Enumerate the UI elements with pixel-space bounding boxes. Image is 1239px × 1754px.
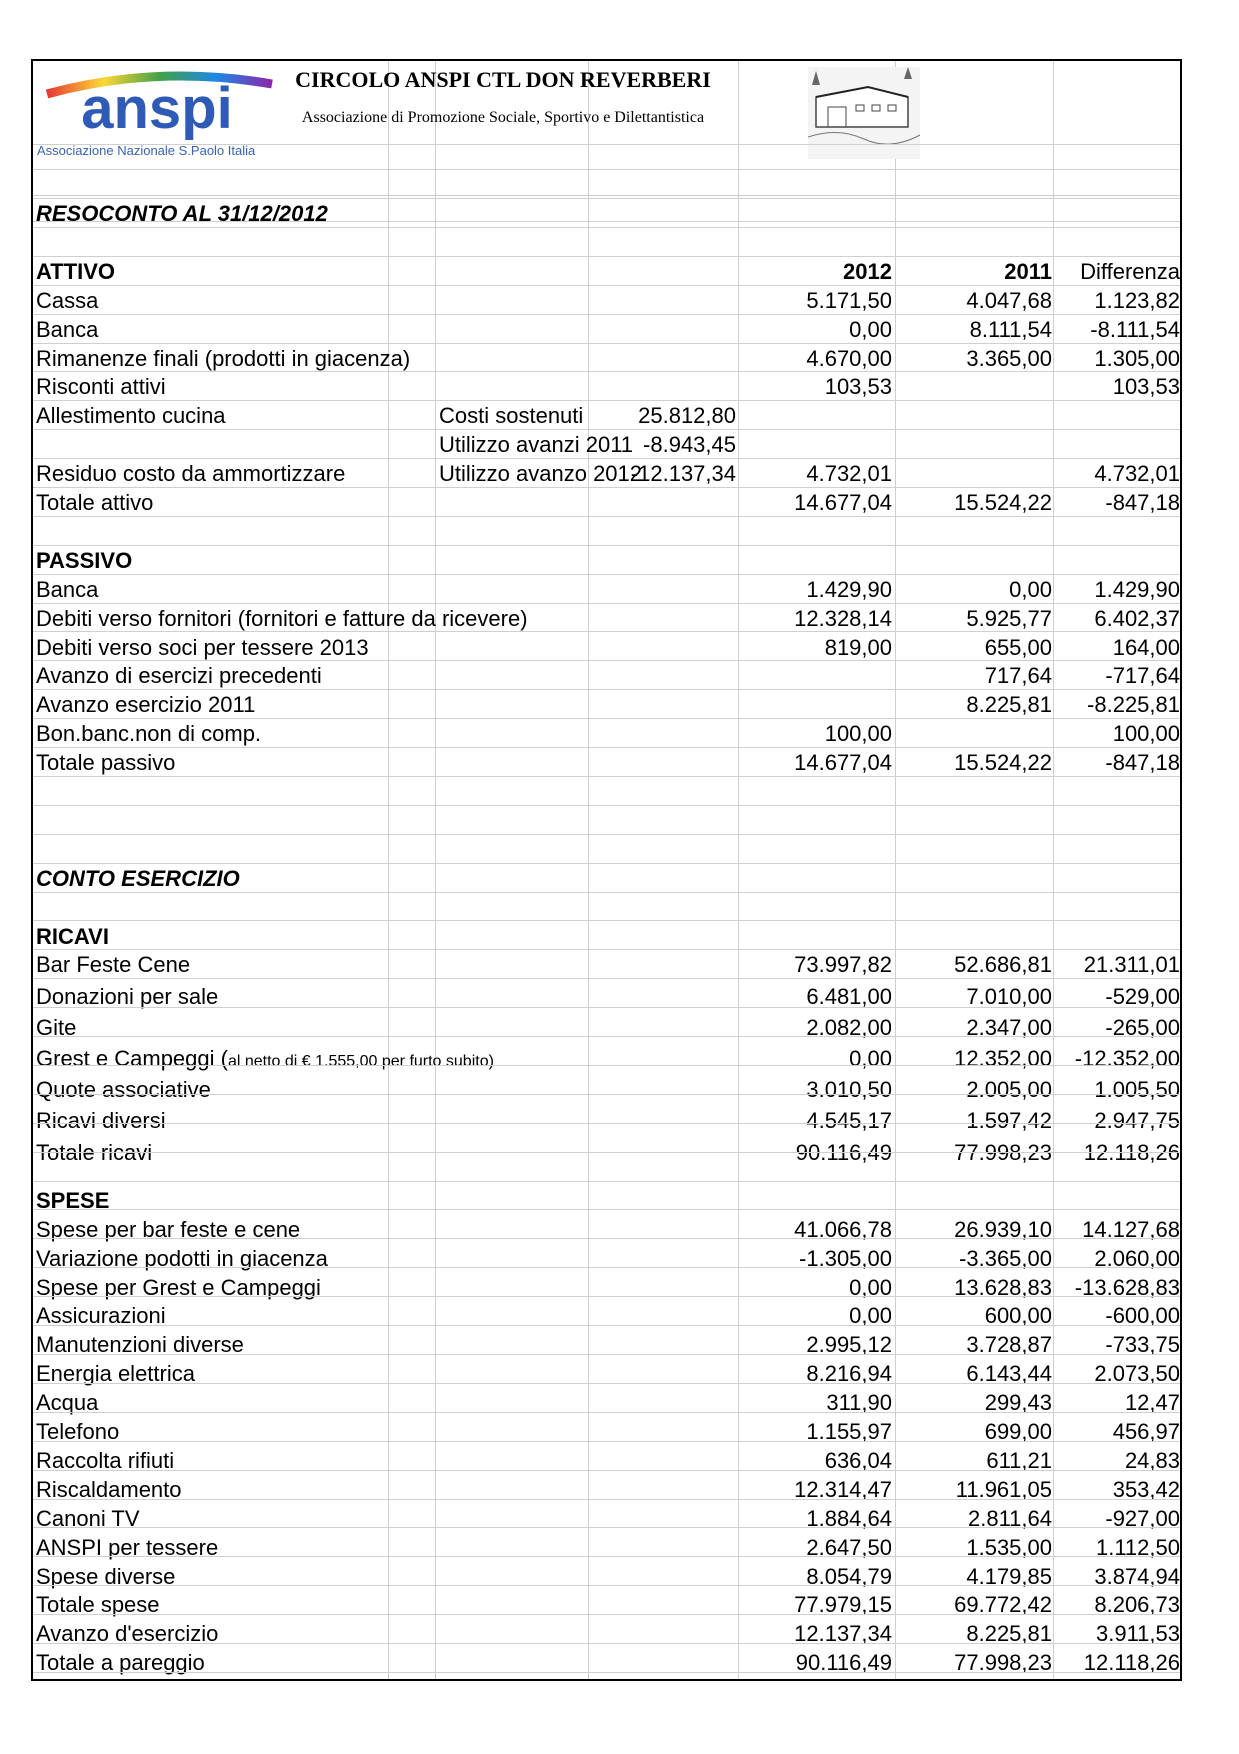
value-difference: 1.429,90 [1094, 576, 1180, 602]
row-value: -8.943,45 [643, 432, 736, 458]
value-difference: -717,64 [1105, 663, 1180, 689]
table-row [33, 458, 1180, 487]
section-heading: RICAVI [36, 923, 109, 949]
grid-line [33, 1238, 1180, 1239]
row-label: Variazione podotti in giacenza [36, 1245, 328, 1271]
grid-line [33, 371, 1180, 372]
value-2011: 6.143,44 [966, 1361, 1052, 1387]
grid-line [33, 689, 1180, 690]
value-difference: 4.732,01 [1094, 461, 1180, 487]
value-2012: 2.995,12 [806, 1332, 892, 1358]
value-difference: 1.112,50 [1095, 1534, 1180, 1560]
grid-line [33, 256, 1180, 257]
row-label: Riscaldamento [36, 1476, 182, 1502]
grid-line [33, 198, 1180, 199]
attivo-header-row [33, 256, 1180, 285]
row-value [591, 285, 736, 314]
grid-line [33, 892, 1180, 893]
row-label: Debiti verso fornitori (fornitori e fatture da ricevere) [36, 605, 528, 631]
value-2011 [896, 400, 1052, 429]
grid-line [33, 1556, 1180, 1557]
grid-line [33, 747, 1180, 748]
value-2011: 15.524,22 [954, 750, 1052, 776]
value-difference: 1.123,82 [1094, 287, 1180, 313]
anspi-logo [37, 64, 277, 146]
row-label: Grest e Campeggi (al netto di € 1.555,00 per furto subito) [36, 1046, 494, 1071]
grid-line [33, 1614, 1180, 1615]
row-label: Manutenzioni diverse [36, 1332, 244, 1358]
row-label: Spese diverse [36, 1563, 176, 1589]
value-2012: 14.677,04 [794, 750, 892, 776]
value-2012: 73.997,82 [794, 952, 892, 978]
value-difference: -529,00 [1105, 983, 1180, 1009]
passivo-header-row [33, 545, 1180, 574]
row-label: Rimanenze finali (prodotti in giacenza) [36, 345, 411, 371]
value-difference: 2.947,75 [1094, 1108, 1180, 1134]
table-row [33, 718, 1180, 747]
value-2012: 819,00 [824, 634, 892, 660]
section-heading: SPESE [36, 1187, 110, 1213]
row-value [591, 371, 736, 400]
grid-line [33, 144, 1180, 145]
ricavi-header-row [33, 921, 1180, 950]
row-label: Ricavi diversi [36, 1108, 166, 1134]
value-difference: -265,00 [1105, 1014, 1180, 1040]
value-2011: 717,64 [984, 663, 1052, 689]
grid-line [33, 169, 1180, 170]
value-2012: 77.979,15 [794, 1592, 892, 1618]
value-2011: 1.535,00 [966, 1534, 1052, 1560]
row-label: Totale spese [36, 1592, 160, 1618]
value-difference: 14.127,68 [1082, 1216, 1180, 1242]
row-label: ANSPI per tessere [36, 1534, 219, 1560]
value-2012: 0,00 [849, 1274, 892, 1300]
value-2012: 41.066,78 [794, 1216, 892, 1242]
row-sublabel: Utilizzo avanzi 2011 [439, 432, 634, 458]
grid-line [33, 227, 1180, 228]
grid-line [33, 1152, 1180, 1153]
grid-line [33, 516, 1180, 517]
grid-line [33, 314, 1180, 315]
value-2012: 0,00 [849, 1303, 892, 1329]
row-value [591, 487, 736, 516]
row-label: Gite [36, 1014, 77, 1040]
value-difference: 2.073,50 [1094, 1361, 1180, 1387]
value-2012: 636,04 [824, 1447, 892, 1473]
row-label: Telefono [36, 1419, 120, 1444]
value-difference: -600,00 [1105, 1303, 1180, 1329]
grid-line [33, 1296, 1180, 1297]
col-header: Differenza [1080, 258, 1180, 284]
value-2011: 7.010,00 [966, 983, 1052, 1009]
value-2011: 11.961,05 [955, 1476, 1052, 1502]
org-title: CIRCOLO ANSPI CTL DON REVERBERI [295, 67, 711, 92]
value-2011: 3.365,00 [966, 345, 1052, 371]
conto-title: CONTO ESERCIZIO [36, 865, 240, 891]
table-row [33, 285, 1180, 314]
table-row [33, 574, 1180, 603]
row-label: Cassa [36, 287, 99, 313]
value-2012: 90.116,49 [795, 1139, 892, 1165]
value-2012: 1.155,97 [806, 1419, 892, 1444]
grid-line [33, 1181, 1180, 1182]
value-2011: 2.347,00 [966, 1014, 1052, 1040]
org-subtitle: Associazione di Promozione Sociale, Sportivo e Dilettantistica [301, 109, 705, 126]
report-title-row [33, 198, 1180, 227]
grid-line [33, 1499, 1180, 1500]
row-sublabel: Utilizzo avanzo 2012 [439, 461, 643, 487]
value-2012: 8.054,79 [806, 1563, 892, 1589]
value-difference: 24,83 [1124, 1447, 1180, 1473]
value-difference: 103,53 [1112, 374, 1180, 400]
row-note: al netto di € 1.555,00 per furto subito) [227, 1053, 494, 1070]
value-2012: 12.314,47 [794, 1476, 892, 1502]
grid-line [33, 805, 1180, 806]
table-row [33, 371, 1180, 400]
grid-line [33, 1412, 1180, 1413]
grid-line [33, 1470, 1180, 1471]
table-row [33, 314, 1180, 343]
table-row [33, 747, 1180, 776]
value-2011: 8.225,81 [966, 1621, 1052, 1647]
value-2012: 311,90 [826, 1390, 892, 1416]
table-row [33, 487, 1180, 516]
value-2012 [741, 400, 892, 429]
value-difference: 12,47 [1124, 1390, 1180, 1416]
row-label: Risconti attivi [36, 374, 166, 400]
value-2012: 0,00 [849, 316, 892, 342]
value-2012 [741, 660, 892, 689]
row-label: Donazioni per sale [36, 983, 219, 1009]
grid-line [33, 718, 1180, 719]
value-2011: 77.998,23 [954, 1139, 1052, 1165]
row-label: Avanzo di esercizi precedenti [36, 663, 322, 689]
table-row [33, 660, 1180, 689]
row-label: Bon.banc.non di comp. [36, 721, 262, 747]
value-difference: -8.111,54 [1090, 316, 1180, 342]
value-2012: 0,00 [849, 1046, 892, 1071]
value-difference: 3.911,53 [1095, 1621, 1180, 1647]
value-difference: 12.118,26 [1083, 1139, 1180, 1165]
grid-line [33, 949, 1180, 950]
section-heading: PASSIVO [36, 547, 133, 573]
grid-line [33, 400, 1180, 401]
value-difference: -12.352,00 [1074, 1046, 1180, 1071]
table-row [33, 981, 1180, 1010]
row-label: Assicurazioni [36, 1303, 166, 1329]
value-2012: 8.216,94 [806, 1361, 892, 1387]
row-label: Allestimento cucina [36, 403, 226, 429]
value-2011: 3.728,87 [966, 1332, 1052, 1358]
table-row [33, 343, 1180, 372]
value-2012: 100,00 [824, 721, 892, 747]
value-2011: 299,43 [984, 1390, 1052, 1416]
value-difference: 1.305,00 [1094, 345, 1180, 371]
value-2011: 15.524,22 [954, 490, 1052, 515]
grid-line [33, 1527, 1180, 1528]
value-difference: -847,18 [1105, 490, 1180, 515]
table-row [33, 1105, 1180, 1134]
value-2012: 6.481,00 [806, 983, 892, 1009]
table-row [33, 429, 1180, 458]
row-label: Bar Feste Cene [36, 952, 191, 978]
spreadsheet [31, 59, 1182, 1681]
row-label: Avanzo d'esercizio [36, 1621, 219, 1647]
row-label: Raccolta rifiuti [36, 1447, 175, 1473]
row-value: 25.812,80 [638, 403, 736, 429]
value-2011: 0,00 [1009, 576, 1052, 602]
row-label: Quote associative [36, 1077, 211, 1103]
logo-subtitle: Associazione Nazionale S.Paolo Italia [37, 143, 256, 158]
row-value [591, 343, 736, 372]
value-2011: 12.352,00 [954, 1046, 1052, 1071]
value-difference: 3.874,94 [1094, 1563, 1180, 1589]
value-2011: 4.047,68 [966, 287, 1052, 313]
table-row [33, 1043, 1180, 1072]
grid-line [33, 1672, 1180, 1673]
grid-line [33, 458, 1180, 459]
grid-line [33, 1643, 1180, 1644]
grid-line [33, 1094, 1180, 1095]
value-2011: 26.939,10 [954, 1216, 1052, 1242]
value-2012: 4.545,17 [806, 1108, 892, 1134]
value-2011: 611,21 [986, 1447, 1052, 1473]
value-difference: 21.311,01 [1083, 952, 1180, 978]
row-label: Totale passivo [36, 750, 176, 776]
value-2012: 103,53 [824, 374, 892, 400]
grid-line [33, 429, 1180, 430]
grid-line [33, 343, 1180, 344]
value-2012: 1.429,90 [806, 576, 892, 602]
value-2011: 8.111,54 [969, 316, 1052, 342]
value-2011: -3.365,00 [959, 1245, 1052, 1271]
table-row [33, 400, 1180, 429]
grid-line [33, 603, 1180, 604]
value-2011: 4.179,85 [966, 1563, 1052, 1589]
grid-line [33, 1585, 1180, 1586]
row-value [591, 314, 736, 343]
value-difference: 12.118,26 [1083, 1650, 1180, 1676]
grid-line [33, 1036, 1180, 1037]
value-2012: 5.171,50 [806, 287, 892, 313]
section-heading: ATTIVO [36, 258, 116, 284]
table-row [33, 1074, 1180, 1103]
row-label: Spese per Grest e Campeggi [36, 1274, 321, 1300]
value-2011 [896, 371, 1052, 400]
row-label: Residuo costo da ammortizzare [36, 461, 346, 487]
grid-line [33, 1383, 1180, 1384]
value-2012: 14.677,04 [794, 490, 892, 515]
grid-line [33, 1123, 1180, 1124]
row-label: Energia elettrica [36, 1361, 195, 1387]
row-label: Totale attivo [36, 490, 154, 515]
value-difference: 353,42 [1112, 1476, 1180, 1502]
value-difference: -13.628,83 [1074, 1274, 1180, 1300]
row-label: Banca [36, 316, 99, 342]
value-difference: -8.225,81 [1087, 692, 1180, 718]
row-label: Spese per bar feste e cene [36, 1216, 301, 1242]
value-2011 [896, 429, 1052, 458]
table-row [33, 689, 1180, 718]
grid-line [33, 978, 1180, 979]
conto-title-row [33, 863, 1180, 892]
table-row [33, 632, 1180, 661]
value-2012: 4.670,00 [806, 345, 892, 371]
row-label: Debiti verso soci per tessere 2013 [36, 634, 369, 660]
grid-line [33, 660, 1180, 661]
row-sublabel: Costi sostenuti [439, 403, 584, 429]
table-row [33, 603, 1180, 632]
value-2012: 12.328,14 [794, 605, 892, 631]
col-header: 2011 [1004, 258, 1052, 284]
grid-line [33, 1209, 1180, 1210]
value-2011: 52.686,81 [954, 952, 1052, 978]
value-difference: 6.402,37 [1094, 605, 1180, 631]
row-label: Acqua [36, 1390, 99, 1416]
row-label: Banca [36, 576, 99, 602]
building-sketch [808, 67, 920, 159]
report-title: RESOCONTO AL 31/12/2012 [36, 201, 328, 226]
grid-line [33, 1325, 1180, 1326]
row-label: Avanzo esercizio 2011 [36, 692, 256, 718]
row-label: Totale ricavi [36, 1139, 153, 1165]
value-difference: 164,00 [1112, 634, 1180, 660]
value-2012: 3.010,50 [806, 1077, 892, 1103]
value-2011: 69.772,42 [954, 1592, 1052, 1618]
grid-line [33, 285, 1180, 286]
value-2011: 600,00 [984, 1303, 1052, 1329]
grid-line [33, 920, 1180, 921]
grid-line [33, 545, 1180, 546]
value-2012: 1.884,64 [806, 1505, 892, 1531]
value-difference: 8.206,73 [1094, 1592, 1180, 1618]
grid-line [33, 1065, 1180, 1066]
grid-line [33, 1441, 1180, 1442]
value-2011: 1.597,42 [966, 1108, 1052, 1134]
value-difference: 1.005,50 [1094, 1077, 1180, 1103]
value-2012: -1.305,00 [799, 1245, 892, 1271]
grid-line [33, 1354, 1180, 1355]
value-2011 [896, 718, 1052, 747]
value-difference: -847,18 [1105, 750, 1180, 776]
svg-text:anspi: anspi [81, 76, 233, 141]
value-difference: 100,00 [1112, 721, 1180, 747]
value-2011: 699,00 [984, 1419, 1052, 1444]
table-row [33, 949, 1180, 978]
value-2011: 8.225,81 [966, 692, 1052, 718]
value-2012: 12.137,34 [794, 1621, 892, 1647]
value-2012: 2.082,00 [806, 1014, 892, 1040]
row-label: Totale a pareggio [36, 1650, 205, 1676]
value-2011: 5.925,77 [966, 605, 1052, 631]
grid-line [33, 1007, 1180, 1008]
value-2011: 2.005,00 [966, 1077, 1052, 1103]
grid-line [33, 1267, 1180, 1268]
value-2011: 2.811,64 [967, 1505, 1052, 1531]
col-header: 2012 [843, 258, 892, 284]
value-2011 [896, 458, 1052, 487]
value-difference [1055, 429, 1180, 458]
grid-line [33, 834, 1180, 835]
grid-line [33, 221, 1180, 222]
grid-line [33, 863, 1180, 864]
value-difference: -927,00 [1105, 1505, 1180, 1531]
value-difference: 456,97 [1112, 1419, 1180, 1444]
value-2012: 4.732,01 [806, 461, 892, 487]
value-difference: -733,75 [1105, 1332, 1180, 1358]
value-2012 [741, 429, 892, 458]
value-difference: 2.060,00 [1094, 1245, 1180, 1271]
grid-line [33, 574, 1180, 575]
value-2012 [741, 689, 892, 718]
value-2011: 77.998,23 [954, 1650, 1052, 1676]
value-2012: 2.647,50 [806, 1534, 892, 1560]
grid-line [33, 776, 1180, 777]
grid-line [33, 487, 1180, 488]
grid-line [33, 195, 1180, 196]
value-2011: 13.628,83 [954, 1274, 1052, 1300]
grid-line [33, 631, 1180, 632]
value-difference [1055, 400, 1180, 429]
row-label: Canoni TV [36, 1505, 140, 1531]
value-2011: 655,00 [984, 634, 1052, 660]
value-2012: 90.116,49 [795, 1650, 892, 1676]
row-value: -12.137,34 [630, 461, 736, 487]
